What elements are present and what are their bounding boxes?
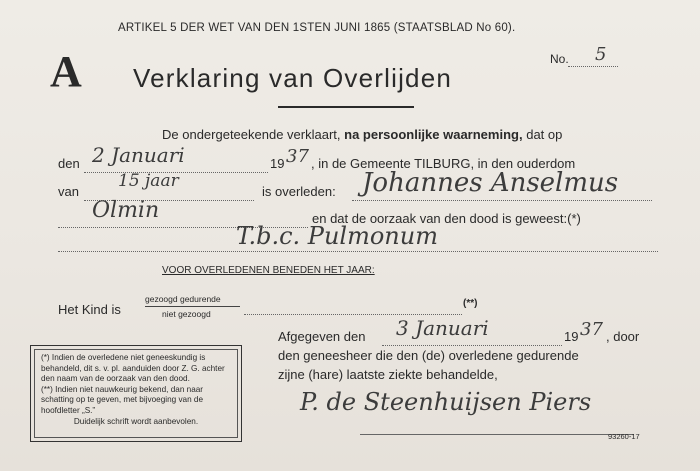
issued-label: Afgegeven den [278,329,366,344]
cause-handwritten: T.b.c. Pulmonum [236,222,438,250]
issued-year-prefix: 19 [564,329,579,344]
name-handwritten-2: Olmin [92,198,160,223]
kind-footnote-marker: (**) [463,298,478,309]
year-handwritten: 37 [286,146,309,167]
year-prefix: 19 [270,156,285,171]
intro-text: De ondergeteekende verklaart, [162,127,341,142]
form-letter: A [50,47,82,96]
age-handwritten: 15 jaar [118,171,179,191]
signature-line [360,434,634,435]
document-title: Verklaring van Overlijden [133,63,453,93]
issued-line-3: zijne (hare) laatste ziekte behandelde, [278,367,498,382]
law-reference: ARTIKEL 5 DER WET VAN DEN 1STEN JUNI 1865 (STAATSBLAD No 60). [118,22,516,34]
intro-end: dat op [526,127,563,142]
number-value: 5 [595,44,607,65]
issued-date-dotted-line [382,345,562,346]
footnote-1: (*) Indien de overledene niet geneeskundig is behandeld, dit s. v. pl. aanduiden door Z. G. achter den naam van de oorzaak van den dood. [41,353,225,384]
issued-year-handwritten: 37 [580,319,603,340]
van-label: van [58,184,79,199]
date-handwritten: 2 Januari [92,143,185,167]
kind-option-rule [145,306,240,307]
cause-dotted-line [58,251,658,252]
footnote-box-inner [34,349,238,438]
footnote-2: (**) Indien niet nauwkeurig bekend, dan naar schatting op te geven, met bijvoeging van de hoofdletter „S.” [41,384,204,415]
doctor-signature: P. de Steenhuijsen Piers [300,388,592,416]
cause-label: en dat de oorzaak van den dood is geweest:(*) [312,211,581,226]
kind-dotted-line [244,314,462,315]
intro-bold: na persoonlijke waarneming, [344,127,523,142]
footnote-box [30,345,242,442]
number-dotted-line [568,66,618,67]
form-reference: 93260-17 [608,432,640,441]
title-underline [278,106,414,108]
den-label: den [58,156,80,171]
overleden-label: is overleden: [262,184,336,199]
number-label: No. [550,52,569,66]
name-dotted-line-1 [352,200,652,201]
issued-line-2: den geneesheer die den (de) overledene gedurende [278,348,579,363]
kind-option-1: gezoogd gedurende [145,294,221,304]
kind-label: Het Kind is [58,302,121,317]
intro-line [162,127,562,142]
name-handwritten-1: Johannes Anselmus [362,168,619,198]
kind-option-2: niet gezoogd [162,309,211,319]
issued-date-handwritten: 3 Januari [396,316,489,340]
infant-heading: VOOR OVERLEDENEN BENEDEN HET JAAR: [162,265,375,276]
issued-door: , door [606,329,640,344]
footnote-3: Duidelijk schrift wordt aanbevolen. [73,416,199,426]
municipality-text: , in de Gemeente TILBURG, in den ouderdom [311,156,576,171]
